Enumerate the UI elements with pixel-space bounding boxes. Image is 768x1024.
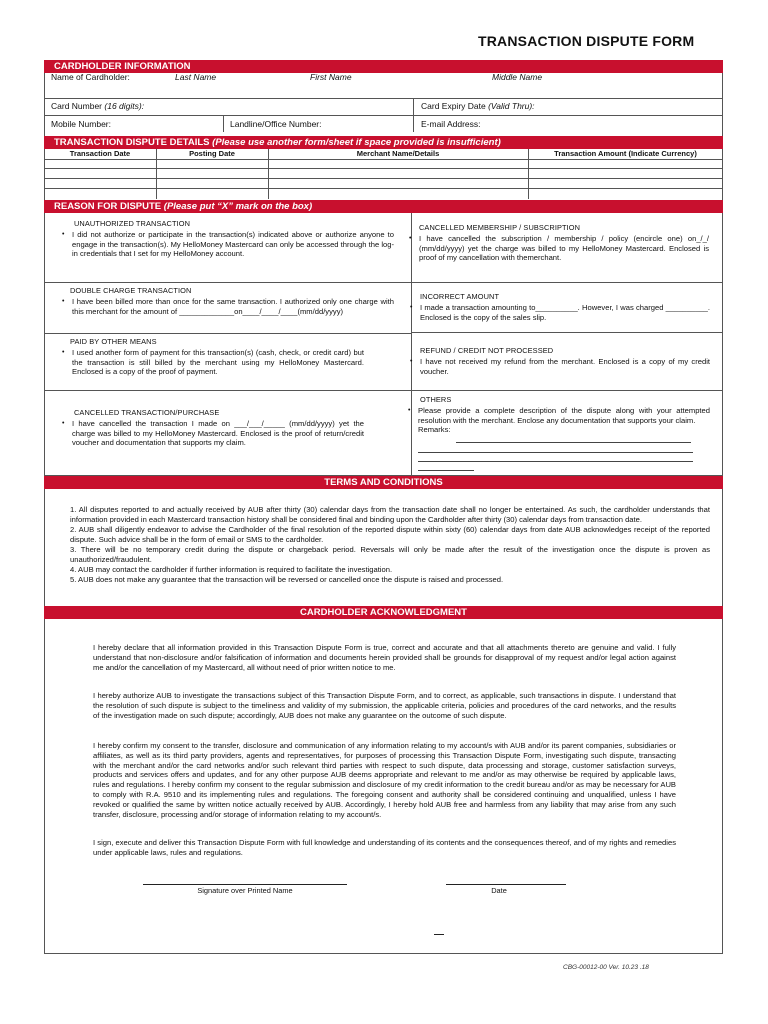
ack-paragraph: I hereby confirm my consent to the transfer, disclosure and communication of any information relating to my account/s with AUB and/or its parent companies, subsidiaries or affiliates, as well as its third party providers, agents and representatives, for purposes of processing this Transaction Dispute Form, investigating such dispute, transacting with the merchant and/or the card networks and/or such relevant third parties with respect to such dispute, data processing and storage, customer satisfaction surveys, products and services offers and updates, and for any other purpose AUB deems appropriate and relevant to me and/or as may otherwise be required by applicable laws, rules and regulations. I hereby confirm my consent to the regular submission and disclosure of my credit information to the credit bureau and/or as may be necessary for AUB to comply with R.A. 9510 and its implementing rules and regulations. The foregoing consent and authority shall be considered continuing and unqualified, unless I have revoked or qualified the same by written notice actually received by AUB. Accordingly, I hereby hold AUB free and harmless from any liability that may arise from any such transfer, disclosure, processing and/or storage of information relating to my account/s.	[93, 741, 676, 819]
divider	[44, 390, 411, 391]
divider	[411, 332, 723, 333]
table-row	[44, 159, 723, 160]
name-of-cardholder-label: Name of Cardholder:	[51, 72, 130, 82]
table-row	[44, 188, 723, 189]
date-label: Date	[491, 886, 507, 895]
divider	[268, 149, 269, 199]
remarks-line[interactable]	[456, 442, 691, 443]
terms-item: 1. All disputes reported to and actually received by AUB after thirty (30) calendar days from the transaction date shall no longer be entertained. As such, the cardholder understands that information provided in each Mastercard transaction history shall be considered final and binding upon the Cardholder after thirty (30) calendar days from transaction date.	[70, 505, 710, 524]
card-expiry-field[interactable]: Card Expiry Date (Valid Thru):	[421, 101, 535, 111]
col-transaction-date: Transaction Date	[69, 149, 131, 158]
reason-double-charge[interactable]: DOUBLE CHARGE TRANSACTION • I have been billed more than once for the same transaction. I authorized only one charge with this merchant for the amount of _____________on____/____/____(mm/dd/yyyy)	[64, 286, 394, 316]
signature-line[interactable]	[143, 884, 347, 885]
divider	[528, 149, 529, 199]
reason-incorrect-amount[interactable]: INCORRECT AMOUNT • I made a transaction amounting to__________. However, I was charged __________. Enclosed is the copy of the sales slip.	[412, 292, 710, 322]
section-reason-for-dispute: REASON FOR DISPUTE (Please put “X” mark on the box)	[44, 200, 723, 213]
col-posting-date: Posting Date	[189, 149, 235, 158]
reason-others[interactable]: OTHERS • Please provide a complete description of the dispute along with your attempted resolution with the merchant. Enclose any documentation that supports your claim. Remarks:	[410, 395, 710, 435]
terms-item: 2. AUB shall diligently endeavor to advise the Cardholder of the final resolution of the reported dispute within sixty (60) calendar days from date AUB acknowledges receipt of the reported dispute. Such advice shall be in the form of email or SMS to the cardholder.	[70, 525, 710, 544]
middle-name-label: Middle Name	[492, 72, 543, 82]
ack-paragraph: I sign, execute and deliver this Transaction Dispute Form with full knowledge and understanding of its contents and the consequences thereof, and of my rights and remedies under applicable laws, rules and regulations.	[93, 838, 676, 857]
remarks-line[interactable]	[418, 461, 693, 462]
ack-paragraph: I hereby authorize AUB to investigate the transactions subject of this Transaction Dispute Form, and to correct, as applicable, such transactions in dispute. I understand that the resolution of such dispute is subject to the timeliness and validity of my submission, the applicable criteria, policies and procedures of the card networks, and the results of the investigation made on such dispute; accordingly, AUB does not make any guarantee on the outcome of such dispute.	[93, 691, 676, 720]
card-number-field[interactable]: Card Number (16 digits):	[51, 101, 145, 111]
table-row	[44, 178, 723, 179]
table-row	[44, 168, 723, 169]
divider	[223, 115, 224, 132]
remarks-line[interactable]	[418, 452, 693, 453]
col-transaction-amount: Transaction Amount (Indicate Currency)	[554, 149, 697, 158]
divider	[44, 115, 723, 116]
divider	[411, 390, 723, 391]
landline-number-field[interactable]: Landline/Office Number:	[230, 119, 322, 129]
reason-cancelled-membership[interactable]: CANCELLED MEMBERSHIP / SUBSCRIPTION • I have cancelled the subscription / membership / policy (encircle one) on_/_/ (mm/dd/yyyy) yet the charge was billed to my HelloMoney Mastercard. Enclosed is proof of my cancellation with themerchant.	[411, 223, 709, 263]
section-cardholder-acknowledgment: CARDHOLDER ACKNOWLEDGMENT	[44, 606, 723, 619]
first-name-label: First Name	[310, 72, 352, 82]
terms-item: 4. AUB may contact the cardholder if further information is required to facilitate the investigation.	[70, 565, 393, 574]
form-code-footer: CBG-00012-00 Ver. 10.23 .18	[563, 964, 649, 971]
divider	[44, 98, 723, 99]
ack-paragraph: I hereby declare that all information provided in this Transaction Dispute Form is true, correct and accurate and that all attachments thereto are genuine and valid. I fully understand that non-disclosure and/or falsification of information and documents herein provided shall be grounds for disapproval of my request and/or legal action against me and/or the cancellation of my Mastercard, all without need of prior written notice to me.	[93, 643, 676, 672]
divider	[411, 282, 723, 283]
form-title: TRANSACTION DISPUTE FORM	[478, 33, 695, 49]
terms-item: 3. There will be no temporary credit during the dispute or chargeback period. Reversals will only be made after the result of the investigation once the dispute is proven as unauthorized/fraudulent.	[70, 545, 710, 564]
signature-label: Signature over Printed Name	[197, 886, 293, 895]
section-terms-and-conditions: TERMS AND CONDITIONS	[44, 476, 723, 489]
divider	[44, 333, 411, 334]
divider	[434, 934, 444, 935]
mobile-number-field[interactable]: Mobile Number:	[51, 119, 111, 129]
reason-refund-not-processed[interactable]: REFUND / CREDIT NOT PROCESSED • I have not received my refund from the merchant. Enclosed is a copy of my credit voucher.	[412, 346, 710, 376]
terms-list	[70, 505, 710, 585]
email-address-field[interactable]: E-mail Address:	[421, 119, 481, 129]
last-name-label: Last Name	[175, 72, 217, 82]
terms-item: 5. AUB does not make any guarantee that the transaction will be reversed or cancelled once the dispute is raised and processed.	[70, 575, 504, 584]
reason-cancelled-purchase[interactable]: CANCELLED TRANSACTION/PURCHASE • I have cancelled the transaction I made on ___/___/_____ (mm/dd/yyyy) yet the charge was billed to my HelloMoney Mastercard. Enclosed is the proof of return/credit voucher and documentation that supports my claim.	[64, 408, 364, 448]
divider	[44, 282, 411, 283]
remarks-line[interactable]	[418, 470, 474, 471]
reason-paid-other-means[interactable]: PAID BY OTHER MEANS • I used another form of payment for this transaction(s) (cash, check, or credit card) but the transaction is still billed by the merchant using my HelloMoney Mastercard. Enclosed is a copy of the proof of payment.	[64, 337, 364, 377]
remarks-label: Remarks:	[418, 425, 451, 435]
section-transaction-dispute-details: TRANSACTION DISPUTE DETAILS (Please use another form/sheet if space provided is insufficient)	[44, 136, 723, 149]
section-cardholder-info: CARDHOLDER INFORMATION	[44, 60, 723, 73]
col-merchant-details: Merchant Name/Details	[356, 149, 440, 158]
divider	[156, 149, 157, 199]
date-line[interactable]	[446, 884, 566, 885]
reason-unauthorized[interactable]: UNAUTHORIZED TRANSACTION • I did not authorize or participate in the transaction(s) indicated above or authorize anyone to engage in the transaction(s). My HelloMoney Mastercard can only be accessed through the log-in credentials that I set for my HelloMoney account.	[64, 219, 394, 259]
